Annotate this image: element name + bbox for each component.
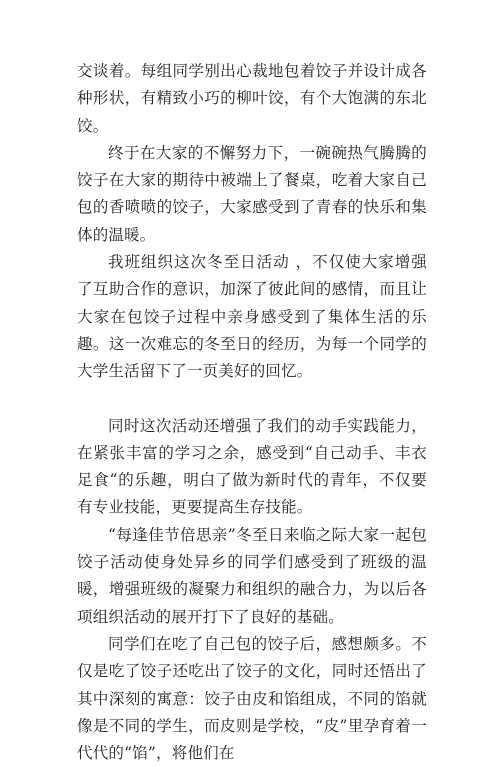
paragraph-2: 终于在大家的不懈努力下，一碗碗热气腾腾的饺子在大家的期待中被端上了餐桌，吃着大家自己包的香喷喷的饺子，大家感受到了青春的快乐和集体的温暖。 <box>77 143 427 244</box>
paragraph-4: 同时这次活动还增强了我们的动手实践能力，在紧张丰富的学习之余，感受到“自己动手、丰衣足食“的乐趣，明白了做为新时代的青年，不仅要有专业技能，更要提高生存技能。 <box>77 416 427 517</box>
paragraph-1: 交谈着。每组同学别出心裁地包着饺子并设计成各种形状，有精致小巧的柳叶饺，有个大饱满的东北饺。 <box>77 62 427 135</box>
paragraph-6: 同学们在吃了自己包的饺子后，感想颇多。不仅是吃了饺子还吃出了饺子的文化，同时还悟出了其中深刻的寓意：饺子由皮和馅组成，不同的馅就像是不同的学生，而皮则是学校，“皮”里孕育着一代代的“馅”，将他们在 <box>77 634 427 763</box>
paragraph-5: “每逢佳节倍思亲”冬至日来临之际大家一起包饺子活动使身处异乡的同学们感受到了班级的温暖，增强班级的凝聚力和组织的融合力，为以后各项组织活动的展开打下了良好的基础。 <box>77 525 427 626</box>
paragraph-3: 我班组织这次冬至日活动 ，不仅使大家增强了互助合作的意识，加深了彼此间的感情，而且让大家在包饺子过程中亲身感受到了集体生活的乐趣。这一次难忘的冬至日的经历，为每一个同学的大学生活留下了一页美好的回忆。 <box>77 253 427 381</box>
document-body <box>77 58 427 767</box>
paragraph-spacer <box>77 386 427 413</box>
